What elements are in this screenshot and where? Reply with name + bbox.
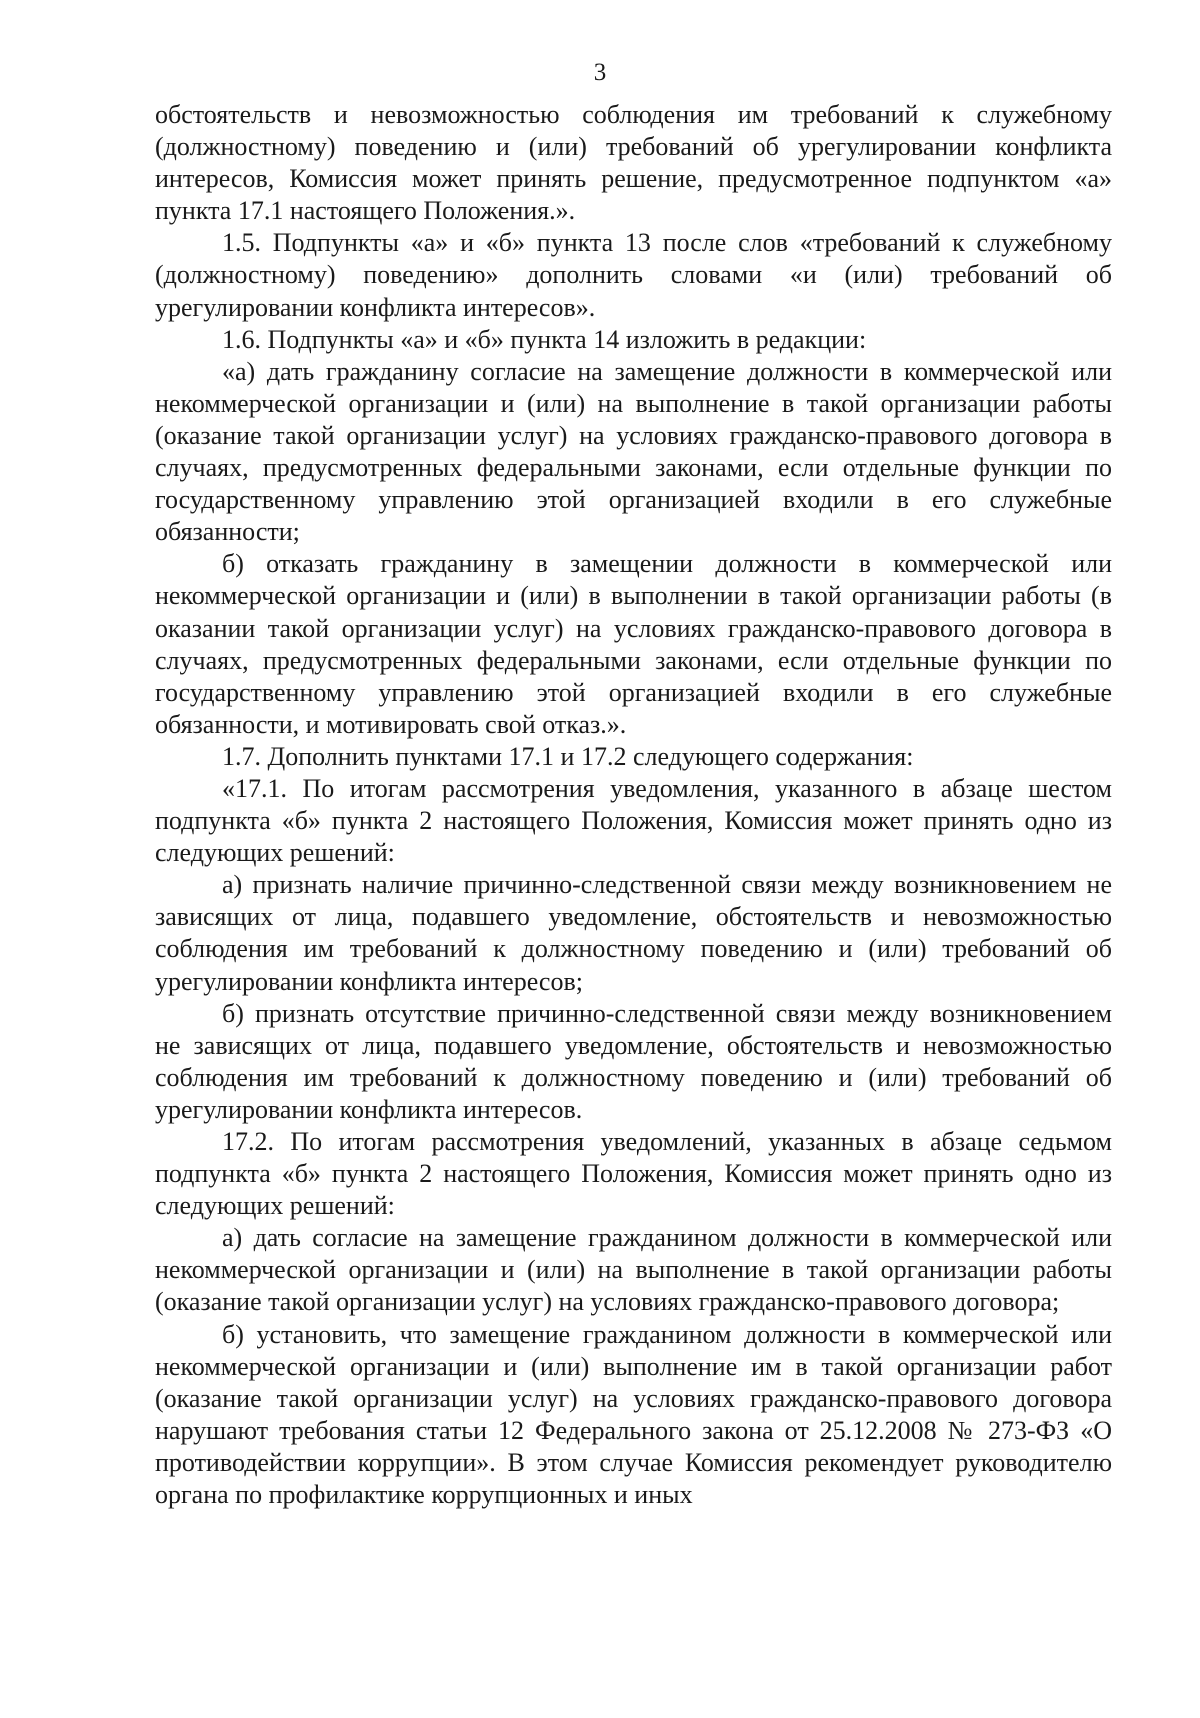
paragraph-1-6-b: б) отказать гражданину в замещении должности в коммерческой или некоммерческой организации и (или) в выполнении в такой организации работы (в оказании такой организации услуг) на условиях гражданско-правового договора в случаях, предусмотренных федеральными законами, если отдельные функции по государственному управлению этой организацией входили в его служебные обязанности, и мотивировать свой отказ.».: [155, 549, 1112, 739]
paragraph-1-6-a: «а) дать гражданину согласие на замещение должности в коммерческой или некоммерческой организации и (или) на выполнение в такой организации работы (оказание такой организации услуг) на условиях гражданско-правового договора в случаях, предусмотренных федеральными законами, если отдельные функции по государственному управлению этой организацией входили в его служебные обязанности;: [155, 356, 1112, 547]
paragraph-17-1: «17.1. По итогам рассмотрения уведомления, указанного в абзаце шестом подпункта «б» пункта 2 настоящего Положения, Комиссия может принять одно из следующих решений:: [155, 773, 1112, 868]
paragraph-1-7: 1.7. Дополнить пунктами 17.1 и 17.2 следующего содержания:: [222, 741, 914, 771]
document-body: [155, 99, 1112, 1511]
paragraph-17-1-a: а) признать наличие причинно-следственной связи между возникновением не зависящих от лица, подавшего уведомление, обстоятельств и невозможностью соблюдения им требований к должностному поведению и (или) требований об урегулировании конфликта интересов;: [155, 870, 1112, 996]
paragraph-17-2-a: а) дать согласие на замещение гражданином должности в коммерческой или некоммерческой организации и (или) на выполнение в такой организации работы (оказание такой организации услуг) на условиях гражданско-правового договора;: [155, 1223, 1112, 1317]
page-number: 3: [593, 59, 607, 86]
paragraph-17-2: 17.2. По итогам рассмотрения уведомлений, указанных в абзаце седьмом подпункта «б» пункта 2 настоящего Положения, Комиссия может принять одно из следующих решений:: [155, 1127, 1112, 1221]
paragraph-17-2-b: б) установить, что замещение гражданином должности в коммерческой или некоммерческой организации и (или) выполнение им в такой организации работ (оказание такой организации услуг) на условиях гражданско-правового договора нарушают требования статьи 12 Федерального закона от 25.12.2008 № 273-ФЗ «О противодействии коррупции». В этом случае Комиссия рекомендует руководителю органа по профилактике коррупционных и иных: [155, 1319, 1112, 1510]
paragraph-1-6: 1.6. Подпункты «а» и «б» пункта 14 изложить в редакции:: [222, 324, 867, 354]
paragraph-1-5: 1.5. Подпункты «а» и «б» пункта 13 после слов «требований к служебному (должностному) поведению» дополнить словами «и (или) требований об урегулировании конфликта интересов».: [155, 228, 1112, 322]
paragraph-continuation: обстоятельств и невозможностью соблюдения им требований к служебному (должностному) поведению и (или) требований об урегулировании конфликта интересов, Комиссия может принять решение, предусмотренное подпунктом «а» пункта 17.1 настоящего Положения.».: [155, 100, 1112, 226]
paragraph-17-1-b: б) признать отсутствие причинно-следственной связи между возникновением не зависящих от лица, подавшего уведомление, обстоятельств и невозможностью соблюдения им требований к должностному поведению и (или) требований об урегулировании конфликта интересов.: [155, 998, 1112, 1124]
